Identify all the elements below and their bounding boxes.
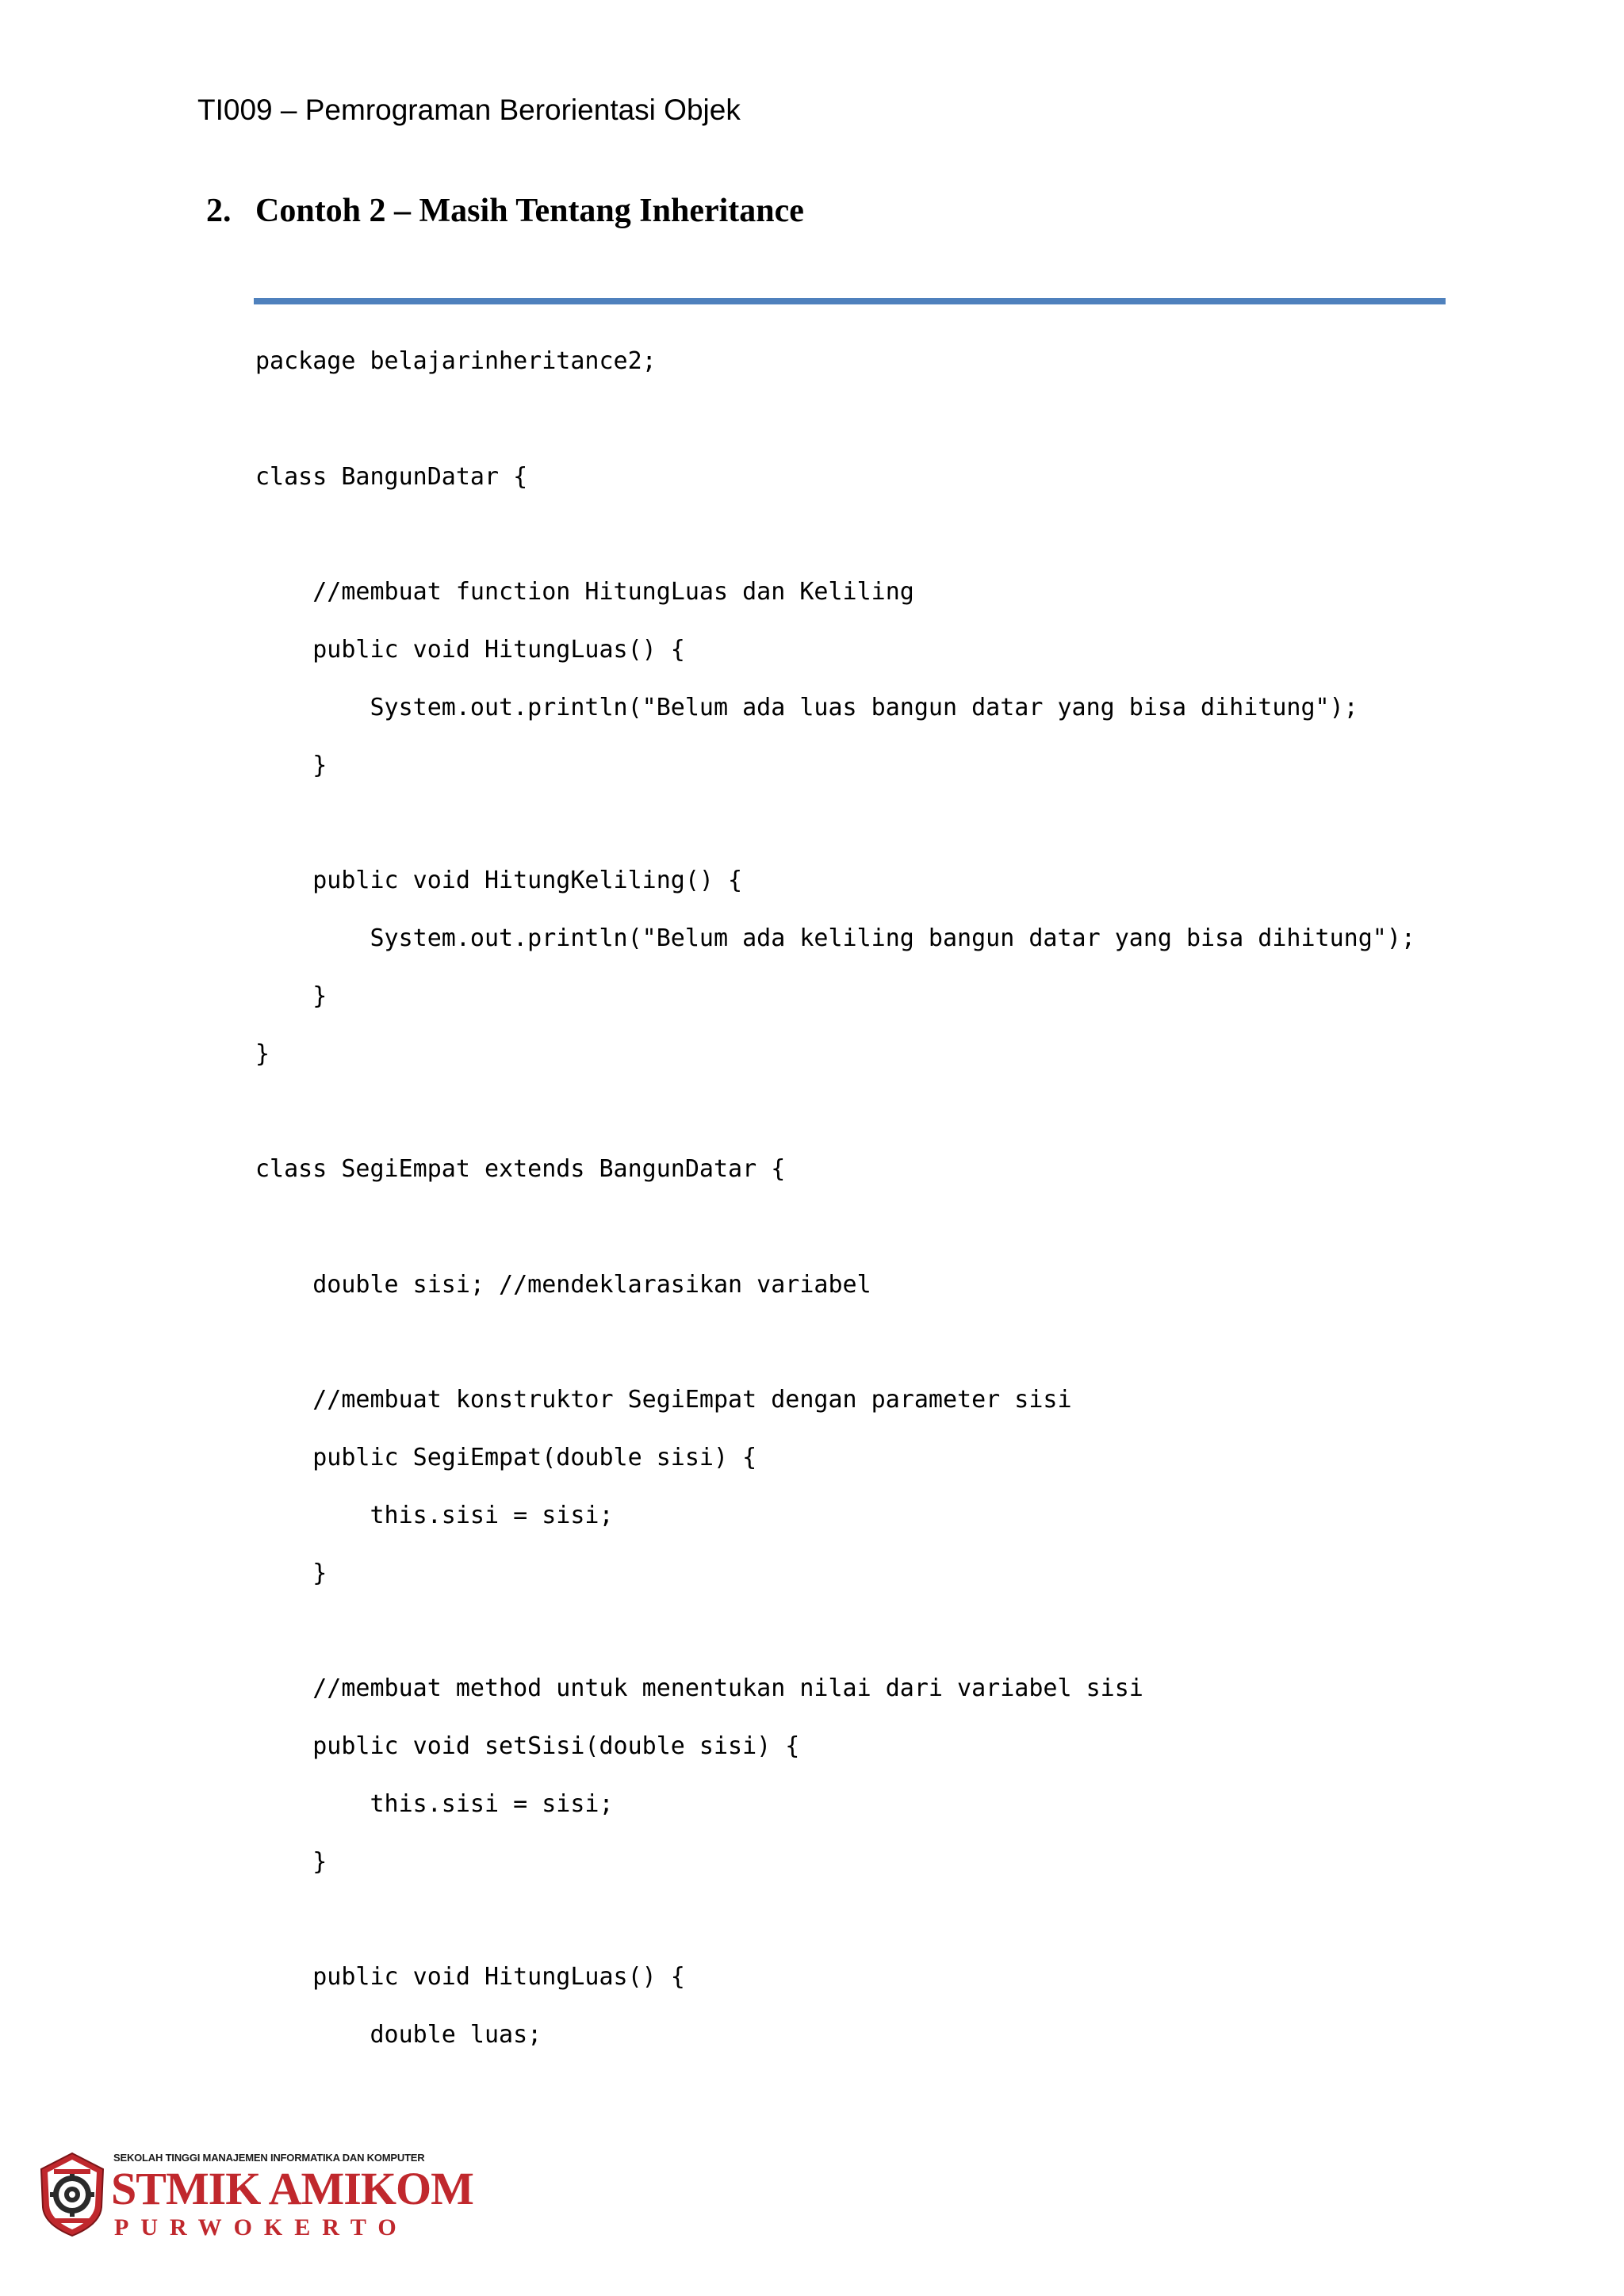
logo-name: STMIK AMIKOM [111, 2163, 473, 2214]
code-line: System.out.println("Belum ada luas bangun datar yang bisa dihitung"); [255, 693, 1358, 721]
code-line: System.out.println("Belum ada keliling bangun datar yang bisa dihitung"); [255, 924, 1415, 952]
code-line: class SegiEmpat extends BangunDatar { [255, 1155, 786, 1184]
code-listing [255, 342, 1524, 2074]
gear-shield-emblem-icon [38, 2152, 106, 2237]
code-line: //membuat method untuk menentukan nilai dari variabel sisi [255, 1674, 1143, 1703]
code-line: class BangunDatar { [255, 462, 528, 491]
code-line [255, 400, 1524, 458]
code-line: //membuat function HitungLuas dan Keliling [255, 578, 914, 607]
code-line: double luas; [255, 2021, 542, 2049]
institution-logo [38, 2147, 473, 2246]
code-line [255, 1613, 1524, 1670]
code-line: } [255, 751, 327, 779]
page-header: TI009 – Pemrograman Berorientasi Objek [197, 94, 741, 126]
logo-caption: SEKOLAH TINGGI MANAJEMEN INFORMATIKA DAN KOMPUTER [113, 2152, 425, 2164]
code-line [255, 1093, 1524, 1150]
code-line: public void setSisi(double sisi) { [255, 1732, 800, 1761]
logo-city: PURWOKERTO [114, 2214, 408, 2241]
code-line: double sisi; //mendeklarasikan variabel [255, 1270, 871, 1299]
code-line: public SegiEmpat(double sisi) { [255, 1444, 757, 1472]
section-heading [206, 192, 804, 230]
code-line: } [255, 1039, 270, 1068]
code-line [255, 1208, 1524, 1266]
divider-rule [254, 298, 1446, 304]
code-line: } [255, 982, 327, 1010]
code-line: public void HitungKeliling() { [255, 867, 743, 895]
code-line: this.sisi = sisi; [255, 1501, 614, 1529]
code-line [255, 1901, 1524, 1959]
code-line [255, 804, 1524, 862]
code-line: } [255, 1559, 327, 1587]
code-line [255, 1324, 1524, 1382]
code-line: } [255, 1847, 327, 1876]
code-line: public void HitungLuas() { [255, 635, 685, 664]
code-line: //membuat konstruktor SegiEmpat dengan parameter sisi [255, 1386, 1072, 1414]
section-number: 2. [206, 193, 232, 229]
code-line: public void HitungLuas() { [255, 1963, 685, 1992]
code-line: package belajarinheritance2; [255, 347, 657, 375]
code-line [255, 515, 1524, 573]
section-title: Contoh 2 – Masih Tentang Inheritance [255, 193, 804, 229]
code-line: this.sisi = sisi; [255, 1789, 614, 1818]
